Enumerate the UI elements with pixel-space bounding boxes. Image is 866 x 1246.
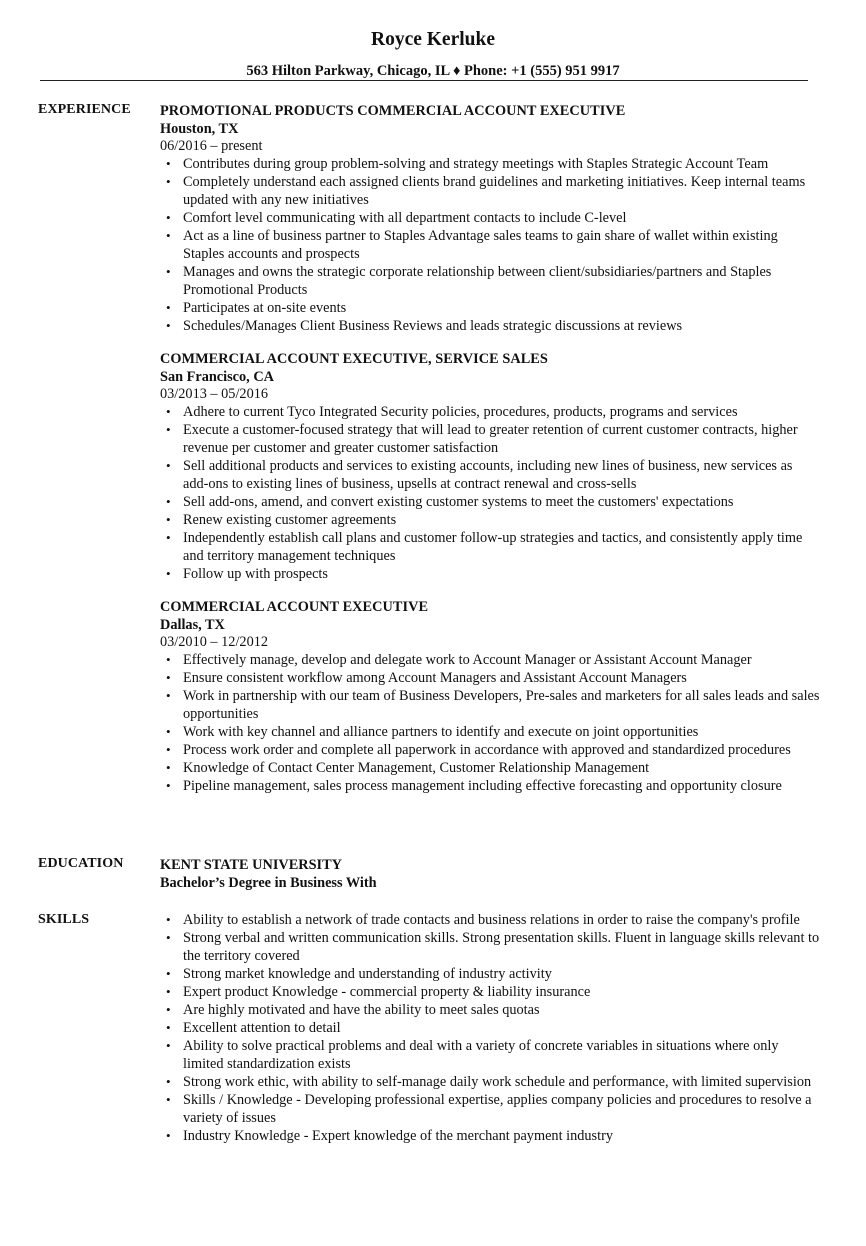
skills-section bbox=[160, 911, 820, 1145]
job-bullet: • Effectively manage, develop and delegate work to Account Manager or Assistant Account Manager bbox=[160, 651, 820, 669]
skills-section-label: SKILLS bbox=[38, 912, 90, 927]
job-bullet: • Pipeline management, sales process management including effective forecasting and opportunity closure bbox=[160, 777, 820, 795]
job-bullet: • Sell additional products and services to existing accounts, including new lines of business, new services as add-ons to existing lines of business, upsells at contract renewal and cross-sells bbox=[160, 457, 820, 493]
header-divider bbox=[40, 80, 808, 81]
job-bullet: • Contributes during group problem-solving and strategy meetings with Staples Strategic Account Team bbox=[160, 155, 820, 173]
skill-item: • Strong work ethic, with ability to self-manage daily work schedule and performance, with limited supervision bbox=[160, 1073, 820, 1091]
job-bullets bbox=[160, 403, 820, 583]
experience-section bbox=[160, 102, 820, 810]
job-title: COMMERCIAL ACCOUNT EXECUTIVE bbox=[160, 599, 429, 615]
skills-list bbox=[160, 911, 820, 1145]
job-bullet: • Completely understand each assigned clients brand guidelines and marketing initiatives. Keep internal teams updated with any new initiatives bbox=[160, 173, 820, 209]
job-entry bbox=[160, 102, 820, 335]
job-location: San Francisco, CA bbox=[160, 369, 274, 385]
job-entry bbox=[160, 350, 820, 583]
contact-line: 563 Hilton Parkway, Chicago, IL ♦ Phone: +1 (555) 951 9917 bbox=[246, 63, 620, 79]
job-bullet: • Sell add-ons, amend, and convert existing customer systems to meet the customers' expectations bbox=[160, 493, 820, 511]
skill-item: • Are highly motivated and have the ability to meet sales quotas bbox=[160, 1001, 820, 1019]
job-bullet: • Process work order and complete all paperwork in accordance with approved and standardized procedures bbox=[160, 741, 820, 759]
education-degree: Bachelor’s Degree in Business With bbox=[160, 875, 377, 891]
skill-item: • Strong market knowledge and understanding of industry activity bbox=[160, 965, 820, 983]
skill-item: • Ability to establish a network of trade contacts and business relations in order to raise the company's profile bbox=[160, 911, 820, 929]
job-dates: 06/2016 – present bbox=[160, 138, 263, 154]
job-bullet: • Schedules/Manages Client Business Reviews and leads strategic discussions at reviews bbox=[160, 317, 820, 335]
job-bullet: • Act as a line of business partner to Staples Advantage sales teams to gain share of wallet within existing Staples accounts and prospects bbox=[160, 227, 820, 263]
skill-item: • Skills / Knowledge - Developing professional expertise, applies company policies and procedures to resolve a variety of issues bbox=[160, 1091, 820, 1127]
job-bullet: • Execute a customer-focused strategy that will lead to greater retention of current customer contracts, higher revenue per customer and greater customer satisfaction bbox=[160, 421, 820, 457]
skill-item: • Strong verbal and written communication skills. Strong presentation skills. Fluent in language skills relevant to the territory covered bbox=[160, 929, 820, 965]
candidate-name: Royce Kerluke bbox=[370, 29, 495, 50]
education-section bbox=[160, 856, 820, 892]
job-bullet: • Renew existing customer agreements bbox=[160, 511, 820, 529]
job-location: Dallas, TX bbox=[160, 617, 225, 633]
skill-item: • Expert product Knowledge - commercial property & liability insurance bbox=[160, 983, 820, 1001]
education-school: KENT STATE UNIVERSITY bbox=[160, 857, 342, 873]
job-title: PROMOTIONAL PRODUCTS COMMERCIAL ACCOUNT EXECUTIVE bbox=[160, 103, 626, 119]
experience-section-label: EXPERIENCE bbox=[38, 102, 131, 117]
job-bullet: • Work in partnership with our team of Business Developers, Pre-sales and marketers for all sales leads and sales opportunities bbox=[160, 687, 820, 723]
job-bullet: • Participates at on-site events bbox=[160, 299, 820, 317]
job-dates: 03/2013 – 05/2016 bbox=[160, 386, 269, 402]
skill-item: • Excellent attention to detail bbox=[160, 1019, 820, 1037]
job-bullet: • Comfort level communicating with all department contacts to include C-level bbox=[160, 209, 820, 227]
job-location: Houston, TX bbox=[160, 121, 239, 137]
education-section-label: EDUCATION bbox=[38, 856, 124, 871]
job-bullet: • Independently establish call plans and customer follow-up strategies and tactics, and consistently apply time and territory management techniques bbox=[160, 529, 820, 565]
skill-item: • Industry Knowledge - Expert knowledge of the merchant payment industry bbox=[160, 1127, 820, 1145]
skill-item: • Ability to solve practical problems and deal with a variety of concrete variables in situations where only limited standardization exists bbox=[160, 1037, 820, 1073]
job-bullets bbox=[160, 651, 820, 795]
job-bullet: • Knowledge of Contact Center Management, Customer Relationship Management bbox=[160, 759, 820, 777]
job-bullet: • Follow up with prospects bbox=[160, 565, 820, 583]
job-bullet: • Work with key channel and alliance partners to identify and execute on joint opportunities bbox=[160, 723, 820, 741]
job-title: COMMERCIAL ACCOUNT EXECUTIVE, SERVICE SALES bbox=[160, 351, 548, 367]
job-bullet: • Ensure consistent workflow among Account Managers and Assistant Account Managers bbox=[160, 669, 820, 687]
job-entry bbox=[160, 598, 820, 795]
job-dates: 03/2010 – 12/2012 bbox=[160, 634, 269, 650]
job-bullets bbox=[160, 155, 820, 335]
job-bullet: • Manages and owns the strategic corporate relationship between client/subsidiaries/partners and Staples Promotional Products bbox=[160, 263, 820, 299]
job-bullet: • Adhere to current Tyco Integrated Security policies, procedures, products, programs and services bbox=[160, 403, 820, 421]
